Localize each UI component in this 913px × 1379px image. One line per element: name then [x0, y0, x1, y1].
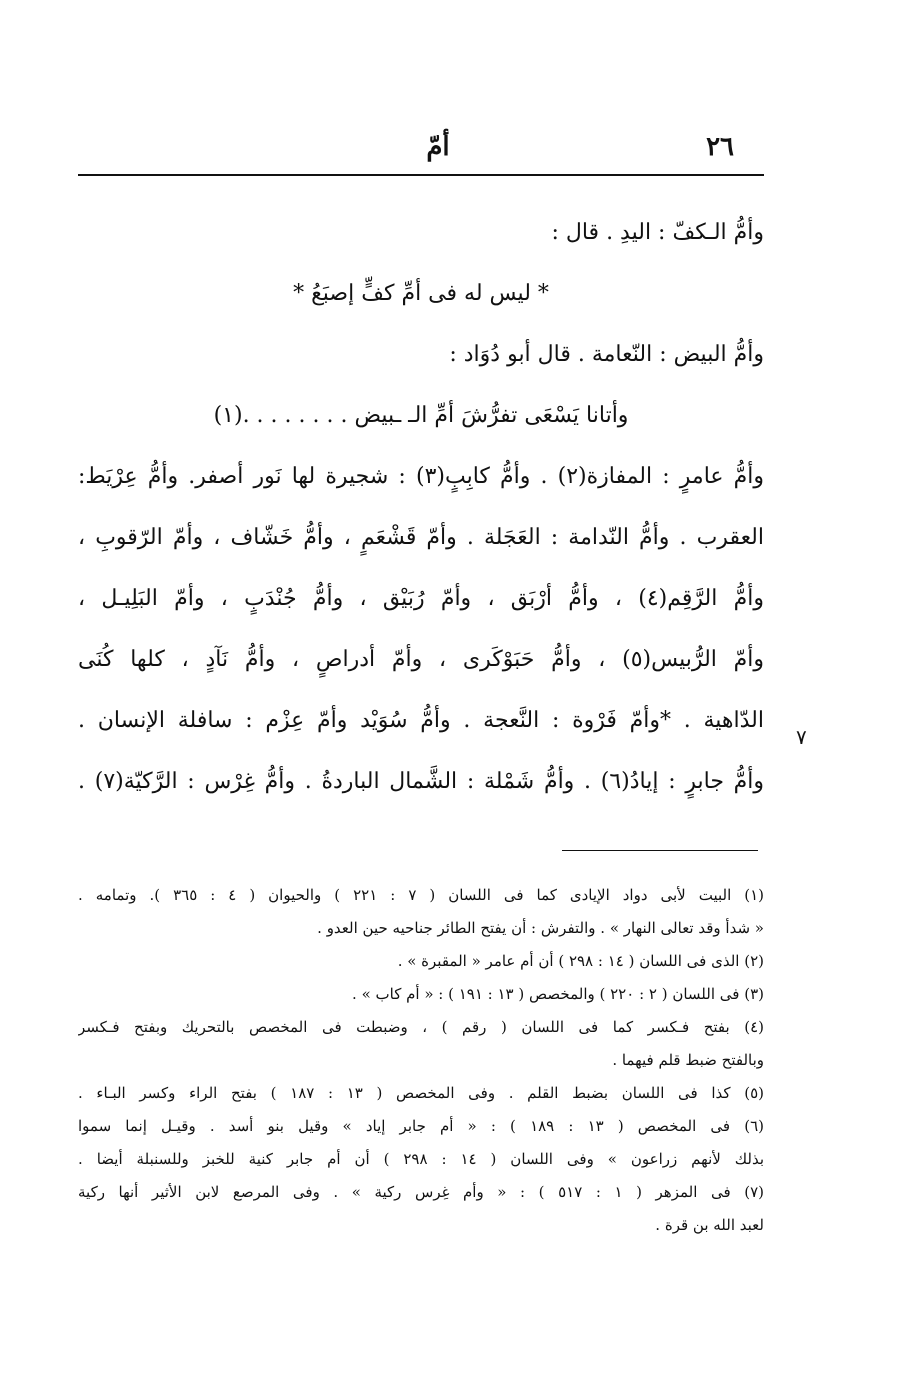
- footnote-rule: [562, 850, 758, 851]
- footnote-line: (١) البيت لأبى دواد الإيادى كما فى اللسان ( ٧ : ٢٢١ ) والحيوان ( ٤ : ٣٦٥ ). وتمامه .: [78, 886, 764, 904]
- text-line: وأمُّ الرَّقِم(٤) ، وأمُّ أرْبَق ، وأمّ رُبَيْق ، وأمُّ جُنْدَبٍ ، وأمّ البَلِيـل ،: [78, 586, 764, 611]
- text-line: العقرب . وأمُّ النّدامة : العَجَلة . وأمّ قَشْعَمٍ ، وأمُّ خَشّاف ، وأمّ الرّقوبِ ،: [78, 525, 764, 550]
- footnote-line: (٤) بفتح فـكسر كما فى اللسان ( رقم ) ، وضبطت فى المخصص بالتحريك وبفتح فـكسر: [78, 1018, 764, 1036]
- header-rule: [78, 174, 764, 176]
- footnote-line: (٢) الذى فى اللسان ( ١٤ : ٢٩٨ ) أن أم عامر « المقبرة » .: [397, 952, 764, 970]
- footnote-line: (٧) فى المزهر ( ١ : ٥١٧ ) : « وأم غِرس ركية » . وفى المرصع لابن الأثير أنها ركية: [78, 1183, 764, 1201]
- verse-line: وأتانا يَسْعَى تفرُّشَ أمِّ الـ ـبيض . . . . . . . .(١): [213, 403, 629, 428]
- footnote-line: (٦) فى المخصص ( ١٣ : ١٨٩ ) : « أم جابر إياد » وقيل بنو أسد . وقيـل إنما سموا: [78, 1117, 764, 1135]
- footnote-line: وبالفتح ضبط قلم فيهما .: [612, 1051, 764, 1069]
- page-header: [78, 128, 764, 172]
- verse-line: * ليس له فى أمِّ كفٍّ إصبَعُ *: [293, 281, 549, 306]
- text-line: الدّاهية . *وأمّ فَرْوة : النَّعجة . وأمُّ سُوَيْد وأمّ عِزْم : سافلة الإنسان .: [78, 708, 764, 733]
- text-line: وأمّ الرُّبيس(٥) ، وأمُّ حَبَوْكَرى ، وأمّ أدراصٍ ، وأمُّ نَآدٍ ، كلها كُنَى: [78, 647, 765, 672]
- footnotes: [78, 882, 764, 1245]
- page-number: ٢٦: [706, 132, 734, 162]
- running-head: أمّ: [426, 132, 450, 162]
- text-line: وأمُّ الـكفّ : اليدِ . قال :: [551, 220, 764, 245]
- footnote-line: « شدأ وقد تعالى النهار » . والتفرش : أن يفتح الطائر جناحيه حين العدو .: [317, 919, 764, 937]
- footnote-line: (٣) فى اللسان ( ٢ : ٢٢٠ ) والمخصص ( ١٣ : ١٩١ ) : « أم كاب » .: [352, 985, 764, 1003]
- footnote-line: لعبد الله بن قرة .: [655, 1216, 764, 1234]
- text-line: وأمُّ البيض : النّعامة . قال أبو دُوَاد :: [449, 342, 764, 367]
- text-line: وأمُّ جابرٍ : إيادُ(٦) . وأمُّ شَمْلة : الشَّمال الباردةُ . وأمُّ غِرْس : الرَّكيّة(٧) .: [78, 769, 764, 794]
- footnote-line: (٥) كذا فى اللسان بضبط القلم . وفى المخصص ( ١٣ : ١٨٧ ) بفتح الراء وكسر البـاء .: [78, 1084, 764, 1102]
- footnote-line: بذلك لأنهم زراعون » وفى اللسان ( ١٤ : ٢٩٨ ) أن أم جابر كنية للخبز وللسنبلة أيضا .: [78, 1150, 764, 1168]
- text-line: وأمُّ عامرٍ : المفازة(٢) . وأمُّ كابِبٍ(٣) : شجيرة لها نَور أصفر. وأمُّ عِرْيَط:: [78, 464, 765, 489]
- main-text: [78, 208, 764, 818]
- margin-number: ٧: [796, 725, 807, 749]
